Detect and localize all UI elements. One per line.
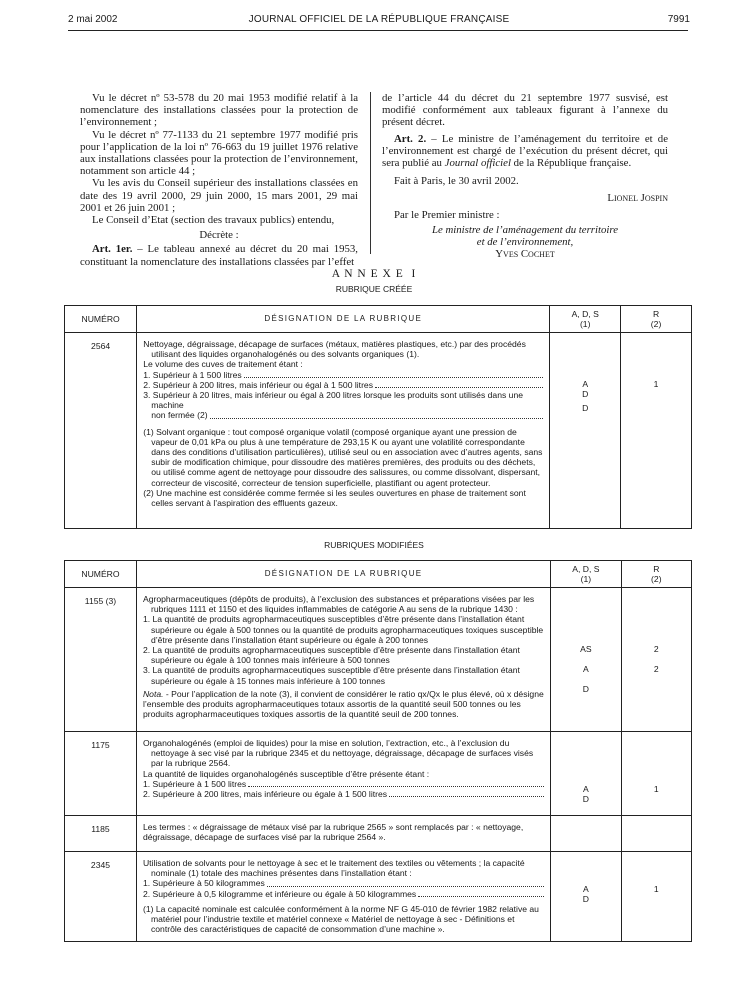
article-2-end: de la République française. bbox=[510, 157, 632, 170]
rubrique-designation: Les termes : « dégraissage de métaux visé par la rubrique 2565 » sont remplacés par : « nettoyage, dégraissage, décapage de surfaces visé par la rubrique 2564 ». bbox=[136, 816, 550, 852]
item-3b-text: non fermée (2) bbox=[151, 410, 208, 421]
right-column bbox=[382, 92, 668, 260]
ads-value: D bbox=[582, 794, 589, 805]
designation-intro: Utilisation de solvants pour le nettoyage à sec et le traitement des textiles ou vêtements ; la capacité nominale (1) totale des machines présentes dans l’installation étant : bbox=[142, 858, 525, 879]
table-rubrique-creee bbox=[64, 305, 692, 529]
col-ads bbox=[551, 561, 621, 588]
minister-line-1: Le ministre de l’aménagement du territoire bbox=[431, 223, 618, 236]
item-2 bbox=[143, 889, 544, 899]
dot-leader bbox=[418, 895, 544, 897]
col-r-label: R bbox=[653, 563, 660, 574]
r-cell bbox=[621, 588, 691, 732]
r-cell bbox=[621, 852, 691, 942]
r-cell bbox=[621, 732, 691, 816]
ads-cell bbox=[551, 588, 621, 732]
rubrique-number: 2345 bbox=[65, 852, 137, 942]
ads-value: D bbox=[582, 894, 589, 905]
item-1 bbox=[143, 878, 544, 888]
table-row bbox=[65, 816, 692, 852]
ads-value: A bbox=[583, 884, 589, 894]
designation-intro: Organohalogénés (emploi de liquides) pour la mise en solution, l’extraction, etc., à l’exclusion du nettoyage à sec visé par la rubrique 2345 et du nettoyage, dégraissage, décapage de surfaces visés par la rubrique 2564. bbox=[142, 738, 534, 769]
table-row bbox=[65, 732, 692, 816]
visa-1: Vu le décret nº 53-578 du 20 mai 1953 modifié relatif à la nomenclature des installations classées pour la protection de l’environnement ; bbox=[80, 92, 358, 129]
col-ads-label: A, D, S bbox=[571, 308, 599, 319]
header-journal: JOURNAL OFFICIEL DE LA RÉPUBLIQUE FRANÇAISE bbox=[248, 14, 510, 25]
minister-name: Yves Cochet bbox=[495, 248, 555, 261]
designation-volume: Le volume des cuves de traitement étant : bbox=[143, 359, 303, 370]
col-r-note: (2) bbox=[651, 574, 662, 584]
ads-cell bbox=[550, 333, 621, 529]
table-row bbox=[65, 852, 692, 942]
article-1-label: Art. 1er. bbox=[92, 243, 133, 256]
item-2-text: 2. Supérieure à 200 litres, mais inférieure ou égale à 1 500 litres bbox=[142, 789, 388, 800]
dot-leader bbox=[244, 376, 544, 378]
note-2: (2) Une machine est considérée comme fermée si les seules ouvertures en phase de traitement sont celles servant à l’aspiration des effluents gazeux. bbox=[143, 487, 526, 509]
ads-cell bbox=[551, 816, 621, 852]
col-designation: DÉSIGNATION DE LA RUBRIQUE bbox=[137, 306, 550, 333]
dot-leader bbox=[210, 417, 544, 419]
annexe-title: A N N E X E I bbox=[331, 268, 417, 280]
rubrique-number: 1185 bbox=[65, 816, 137, 852]
item-3-text: 3. La quantité de produits agropharmaceutiques susceptible d’être présente dans l’installation étant supérieure ou égale à 15 tonnes mais inférieure à 100 tonnes bbox=[142, 665, 520, 686]
note-1: (1) La capacité nominale est calculée conformément à la norme NF G 45-010 de février 1982 relative au matériel pour l’industrie textile et matériel connexe « Matériel de nettoyage à sec - Définitions et contrôle des caractéristiques de capacité de consommation d’une machine ». bbox=[142, 903, 539, 935]
col-numero: NUMÉRO bbox=[65, 306, 137, 333]
item-1 bbox=[143, 779, 544, 789]
item-1-text: 1. La quantité de produits agropharmaceutiques susceptibles d’être présente dans l’installation étant supérieure ou égale à 500 tonnes ou la quantité de produits agropharmaceutiques toxiques susceptible d’être présente dans l’installation étant supérieure ou égale à 200 tonnes bbox=[142, 614, 544, 645]
ads-value: D bbox=[582, 684, 589, 695]
nota bbox=[143, 689, 544, 720]
r-cell bbox=[621, 333, 692, 529]
rubrique-designation bbox=[136, 732, 550, 816]
signer: Lionel Jospin bbox=[607, 192, 668, 205]
header-page: 7991 bbox=[667, 14, 690, 25]
dot-leader bbox=[389, 795, 544, 797]
rubrique-designation bbox=[136, 588, 550, 732]
nota-text: - Pour l’application de la note (3), il convient de considérer le ratio qx/Qx le plus élevé, où x désigne l’ensemble des produits agropharmaceutiques totaux assortis de la quantité seuil 500 tonnes ou les produits agropharmaceutiques toxiques assortis de la quantité seuil de 200 tonnes. bbox=[142, 688, 544, 720]
par-premier-ministre: Par le Premier ministre : bbox=[394, 208, 500, 221]
table-row bbox=[65, 333, 692, 529]
column-divider bbox=[370, 92, 371, 254]
left-column bbox=[80, 92, 358, 268]
rubrique-number: 1175 bbox=[65, 732, 137, 816]
ads-value: D bbox=[582, 389, 589, 400]
article-1 bbox=[80, 243, 358, 267]
note-1: (1) Solvant organique : tout composé organique volatil (composé organique ayant une pression de vapeur de 0,01 kPa ou plus à une température de 293,15 K ou ayant une volatilité correspondante dans des conditions d’utilisation particulières), utilisé seul ou en association avec d’autres agents, sans subir de modification chimique, pour dissoudre des matières premières, des produits ou des déchets, ou utilisé comme agent de nettoyage pour dissoudre des salissures, ou comme dissolvant, dispersant, correcteur de viscosité, correcteur de tension superficielle, plastifiant ou agent protecteur. bbox=[143, 426, 543, 488]
r-value: 1 bbox=[653, 784, 659, 794]
col-r-label: R bbox=[652, 308, 660, 319]
ads-value: D bbox=[582, 403, 589, 414]
item-1-text: 1. Supérieure à 1 500 litres bbox=[142, 778, 247, 789]
page-header bbox=[68, 14, 690, 28]
fait-a-paris: Fait à Paris, le 30 avril 2002. bbox=[394, 175, 519, 188]
minister-line-2: et de l’environnement, bbox=[476, 236, 574, 249]
col-ads-note: (1) bbox=[579, 319, 591, 329]
header-rule bbox=[68, 30, 688, 31]
col-r bbox=[621, 306, 692, 333]
item-2-text: 2. Supérieure à 0,5 kilogramme et inférieure ou égale à 50 kilogrammes bbox=[142, 888, 417, 899]
designation-qty: La quantité de liquides organohalogénés susceptible d’être présente étant : bbox=[142, 768, 430, 779]
item-1-text: 1. Supérieur à 1 500 litres bbox=[143, 369, 242, 380]
visa-2: Vu le décret nº 77-1133 du 21 septembre 1977 modifié pris pour l’application de la loi nº 76-663 du 19 juillet 1976 relative aux installations classées pour la protection de l’environnement, notamment son article 44 ; bbox=[80, 128, 358, 178]
col-r bbox=[621, 561, 691, 588]
rubrique-designation bbox=[137, 333, 550, 529]
col-ads-note: (1) bbox=[580, 574, 592, 584]
article-1-text: – Le tableau annexé au décret du 20 mai 1953, constituant la nomenclature des installations classées par l’effet bbox=[80, 243, 358, 268]
ads-value: A bbox=[582, 379, 589, 389]
dot-leader bbox=[375, 386, 543, 388]
item-3-text: 3. Supérieur à 20 litres, mais inférieur ou égal à 200 litres lorsque les produits sont utilisés dans une machine bbox=[143, 390, 524, 411]
annexe-subtitle-2: RUBRIQUES MODIFIÉES bbox=[324, 540, 424, 550]
r-cell bbox=[621, 816, 691, 852]
table-row bbox=[65, 588, 692, 732]
annexe-subtitle: RUBRIQUE CRÉÉE bbox=[335, 284, 413, 294]
r-value: 1 bbox=[653, 379, 659, 389]
col-ads bbox=[550, 306, 621, 333]
ads-value: AS bbox=[580, 644, 592, 654]
article-2-text: – Le ministre de l’aménagement du territoire et de l’environnement est chargé de l’exécution du présent décret, qui sera publié au bbox=[382, 132, 668, 170]
dot-leader bbox=[267, 885, 544, 887]
ads-cell bbox=[551, 852, 621, 942]
article-2-label: Art. 2. bbox=[394, 132, 427, 145]
right-paragraph-1: de l’article 44 du décret du 21 septembre 1977 susvisé, est modifié conformément aux tableaux figurant à l’annexe du présent décret. bbox=[382, 92, 668, 129]
item-1-text: 1. Supérieure à 50 kilogrammes bbox=[142, 878, 265, 889]
designation-intro: Nettoyage, dégraissage, décapage de surfaces (métaux, matières plastiques, etc.) par des procédés utilisant des liquides organohalogénés ou des solvants organiques (1). bbox=[143, 339, 526, 360]
article-2 bbox=[382, 133, 668, 170]
item-2 bbox=[143, 789, 544, 799]
rubrique-designation bbox=[136, 852, 550, 942]
r-value: 2 bbox=[653, 644, 659, 654]
rubrique-number: 2564 bbox=[65, 333, 137, 529]
ads-cell bbox=[551, 732, 621, 816]
item-1 bbox=[143, 370, 543, 380]
item-2 bbox=[143, 380, 543, 390]
col-ads-label: A, D, S bbox=[572, 563, 600, 574]
r-value: 2 bbox=[653, 664, 659, 675]
ads-value: A bbox=[583, 784, 589, 794]
decrete: Décrète : bbox=[199, 229, 239, 242]
rubrique-number: 1155 (3) bbox=[65, 588, 137, 732]
header-date: 2 mai 2002 bbox=[68, 14, 118, 25]
col-numero: NUMÉRO bbox=[65, 561, 137, 588]
visa-4: Le Conseil d’Etat (section des travaux publics) entendu, bbox=[92, 214, 335, 227]
visa-3: Vu les avis du Conseil supérieur des installations classées en date des 19 avril 2000, 29 juin 2000, 15 mars 2001, 29 mai 2001 et 26 juin 2001 ; bbox=[80, 177, 358, 214]
item-2-text: 2. Supérieur à 200 litres, mais inférieur ou égal à 1 500 litres bbox=[143, 379, 374, 390]
item-2-text: 2. La quantité de produits agropharmaceutiques susceptible d’être présente dans l’installation étant supérieure ou égale à 100 tonnes mais inférieure à 500 tonnes bbox=[142, 645, 520, 666]
table-rubriques-modifiees bbox=[64, 560, 692, 942]
nota-label: Nota. bbox=[142, 688, 164, 699]
article-2-italic: Journal officiel bbox=[444, 157, 511, 170]
designation-intro: Agropharmaceutiques (dépôts de produits), à l’exclusion des substances et préparations visées par les rubriques 1111 et 1150 et des liquides inflammables de catégorie A au sens de la rubrique 1430 : bbox=[142, 594, 535, 615]
dot-leader bbox=[248, 785, 544, 787]
ads-value: A bbox=[583, 664, 589, 675]
item-3b bbox=[143, 410, 543, 420]
table-header-row bbox=[65, 306, 692, 333]
table-header-row bbox=[65, 561, 692, 588]
col-r-note: (2) bbox=[650, 319, 662, 329]
r-value: 1 bbox=[653, 884, 659, 894]
col-designation: DÉSIGNATION DE LA RUBRIQUE bbox=[136, 561, 550, 588]
